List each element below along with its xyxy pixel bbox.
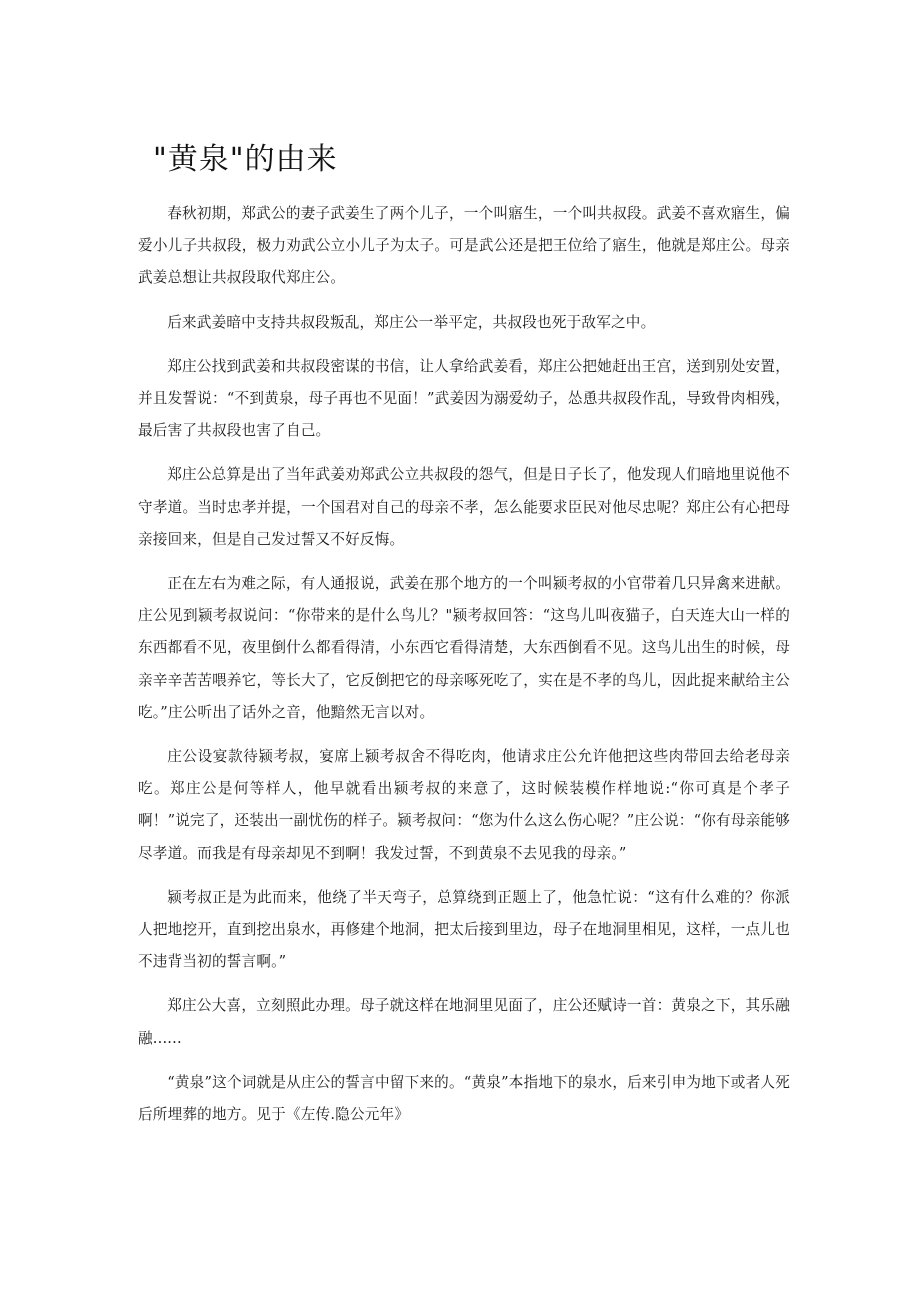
paragraph-7: 颍考叔正是为此而来，他绕了半天弯子，总算绕到正题上了，他急忙说：“这有什么难的？你派人把地挖开，直到挖出泉水，再修建个地洞，把太后接到里边，母子在地洞里相见，这样，一点儿也不违背当初的誓言啊。” [138, 888, 790, 971]
paragraph-9: “黄泉”这个词就是从庄公的誓言中留下来的。“黄泉”本指地下的泉水，后来引申为地下或者人死后所埋葬的地方。见于《左传.隐公元年》 [138, 1073, 790, 1124]
article-body [138, 198, 790, 1143]
page-title: "黄泉"的由来 [153, 142, 338, 177]
paragraph-1: 春秋初期，郑武公的妻子武姜生了两个儿子，一个叫寤生，一个叫共叔段。武姜不喜欢寤生，偏爱小儿子共叔段，极力劝武公立小儿子为太子。可是武公还是把王位给了寤生，他就是郑庄公。母亲武姜总想让共叔段取代郑庄公。 [138, 205, 790, 287]
paragraph-4: 郑庄公总算是出了当年武姜劝郑武公立共叔段的怨气，但是日子长了，他发现人们暗地里说他不守孝道。当时忠孝并提，一个国君对自己的母亲不孝，怎么能要求臣民对他尽忠呢？郑庄公有心把母亲接回来，但是自己发过誓又不好反悔。 [138, 466, 790, 548]
paragraph-5: 正在左右为难之际，有人通报说，武姜在那个地方的一个叫颍考叔的小官带着几只异禽来进献。庄公见到颍考叔说问：“你带来的是什么鸟儿？"颍考叔回答：“这鸟儿叫夜猫子，白天连大山一样的东西都看不见，夜里倒什么都看得清，小东西它看得清楚，大东西倒看不见。这鸟儿出生的时候，母亲辛辛苦苦喂养它，等长大了，它反倒把它的母亲啄死吃了，实在是不孝的鸟儿，因此捉来献给主公吃。”庄公听出了话外之音，他黯然无言以对。 [138, 575, 790, 721]
paragraph-8: 郑庄公大喜，立刻照此办理。母子就这样在地洞里见面了，庄公还赋诗一首：黄泉之下，其乐融融...... [138, 997, 790, 1047]
paragraph-2: 后来武姜暗中支持共叔段叛乱，郑庄公一举平定，共叔段也死于敌军之中。 [167, 313, 656, 331]
paragraph-3: 郑庄公找到武姜和共叔段密谋的书信，让人拿给武姜看，郑庄公把她赶出王宫，送到别处安置，并且发誓说：“不到黄泉，母子再也不见面！”武姜因为溺爱幼子，怂恿共叔段作乱，导致骨肉相残，最后害了共叔段也害了自己。 [138, 357, 790, 440]
paragraph-6: 庄公设宴款待颍考叔，宴席上颍考叔舍不得吃肉，他请求庄公允许他把这些肉带回去给老母亲吃。郑庄公是何等样人，他早就看出颍考叔的来意了，这时候装模作样地说:“你可真是个孝子啊！”说完了，还装出一副忧伤的样子。颍考叔问：“您为什么这么伤心呢？”庄公说：“你有母亲能够尽孝道。而我是有母亲却见不到啊！我发过誓，不到黄泉不去见我的母亲。” [138, 748, 790, 862]
